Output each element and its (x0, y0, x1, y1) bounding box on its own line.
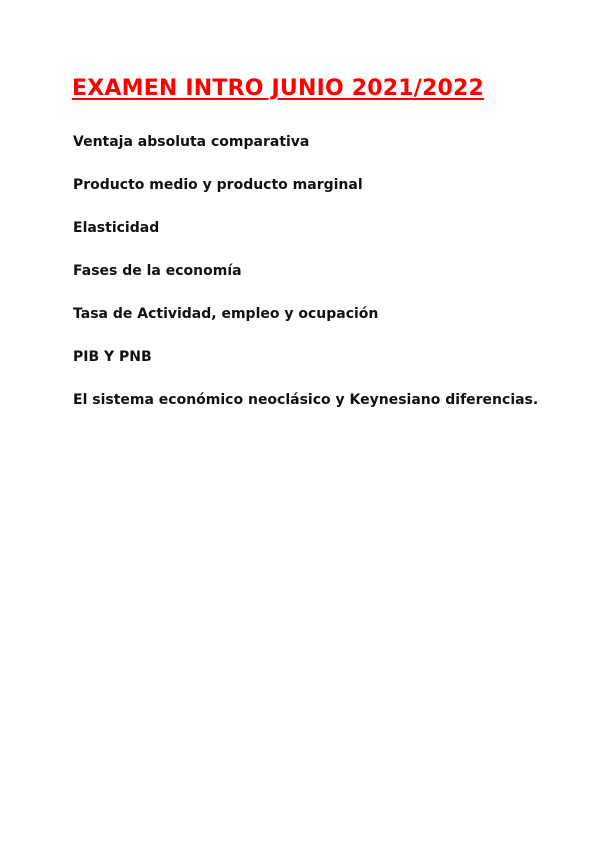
topic-list (73, 132, 538, 433)
topic-item: Tasa de Actividad, empleo y ocupación (73, 306, 379, 322)
document-title: EXAMEN INTRO JUNIO 2021/2022 (72, 76, 485, 101)
topic-item: Ventaja absoluta comparativa (73, 134, 310, 150)
topic-item: PIB Y PNB (73, 349, 152, 365)
topic-item: Elasticidad (73, 220, 160, 236)
topic-item: Producto medio y producto marginal (73, 177, 363, 193)
topic-item: El sistema económico neoclásico y Keynesiano diferencias. (73, 392, 539, 408)
topic-item: Fases de la economía (73, 263, 242, 279)
